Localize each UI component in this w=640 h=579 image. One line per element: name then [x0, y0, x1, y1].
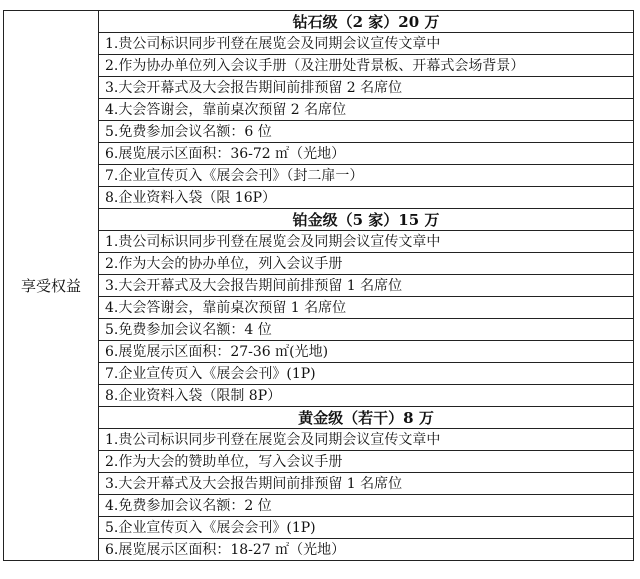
table-row: [4, 473, 634, 495]
benefit-item: 1.贵公司标识同步刊登在展览会及同期会议宣传文章中: [99, 33, 634, 55]
section-title-platinum: 铂金级（5 家）15 万: [99, 209, 634, 231]
benefit-item: 4.大会答谢会，靠前桌次预留 1 名席位: [99, 297, 634, 319]
benefit-item: 7.企业宣传页入《展会会刊》（封二扉一）: [99, 165, 634, 187]
table-row: [4, 495, 634, 517]
section-header-row: [4, 407, 634, 429]
table-row: [4, 363, 634, 385]
benefit-item: 6.展览展示区面积：36-72 ㎡（光地）: [99, 143, 634, 165]
benefit-item: 4.免费参加会议名额：2 位: [99, 495, 634, 517]
benefit-item: 8.企业资料入袋（限制 8P）: [99, 385, 634, 407]
benefits-table-body: [4, 11, 634, 561]
benefit-item: 2.作为协办单位列入会议手册（及注册处背景板、开幕式会场背景）: [99, 55, 634, 77]
table-row: [4, 297, 634, 319]
table-row: [4, 319, 634, 341]
table-row: [4, 385, 634, 407]
benefit-item: 6.展览展示区面积：18-27 ㎡（光地）: [99, 539, 634, 561]
section-title-diamond: 钻石级（2 家）20 万: [99, 11, 634, 33]
benefit-item: 5.免费参加会议名额：4 位: [99, 319, 634, 341]
table-row: [4, 99, 634, 121]
table-row: [4, 143, 634, 165]
benefit-item: 3.大会开幕式及大会报告期间前排预留 1 名席位: [99, 473, 634, 495]
table-row: [4, 429, 634, 451]
benefit-item: 4.大会答谢会，靠前桌次预留 2 名席位: [99, 99, 634, 121]
table-row: [4, 121, 634, 143]
table-row: [4, 451, 634, 473]
table-row: [4, 539, 634, 561]
benefit-item: 5.免费参加会议名额：6 位: [99, 121, 634, 143]
benefit-item: 3.大会开幕式及大会报告期间前排预留 1 名席位: [99, 275, 634, 297]
benefit-item: 3.大会开幕式及大会报告期间前排预留 2 名席位: [99, 77, 634, 99]
table-row: [4, 165, 634, 187]
benefit-item: 7.企业宣传页入《展会会刊》(1P): [99, 363, 634, 385]
benefits-table: [3, 10, 634, 561]
table-row: [4, 77, 634, 99]
row-label-cell: 享受权益: [4, 11, 99, 561]
table-row: [4, 341, 634, 363]
benefit-item: 1.贵公司标识同步刊登在展览会及同期会议宣传文章中: [99, 429, 634, 451]
benefit-item: 2.作为大会的赞助单位，写入会议手册: [99, 451, 634, 473]
table-row: [4, 253, 634, 275]
table-row: [4, 55, 634, 77]
section-header-row: [4, 11, 634, 33]
benefit-item: 2.作为大会的协办单位，列入会议手册: [99, 253, 634, 275]
table-row: [4, 231, 634, 253]
benefit-item: 8.企业资料入袋（限 16P）: [99, 187, 634, 209]
table-row: [4, 275, 634, 297]
table-row: [4, 187, 634, 209]
section-header-row: [4, 209, 634, 231]
benefit-item: 5.企业宣传页入《展会会刊》(1P): [99, 517, 634, 539]
table-row: [4, 517, 634, 539]
benefit-item: 6.展览展示区面积：27-36 ㎡(光地): [99, 341, 634, 363]
table-row: [4, 33, 634, 55]
section-title-gold: 黄金级（若干）8 万: [99, 407, 634, 429]
benefit-item: 1.贵公司标识同步刊登在展览会及同期会议宣传文章中: [99, 231, 634, 253]
